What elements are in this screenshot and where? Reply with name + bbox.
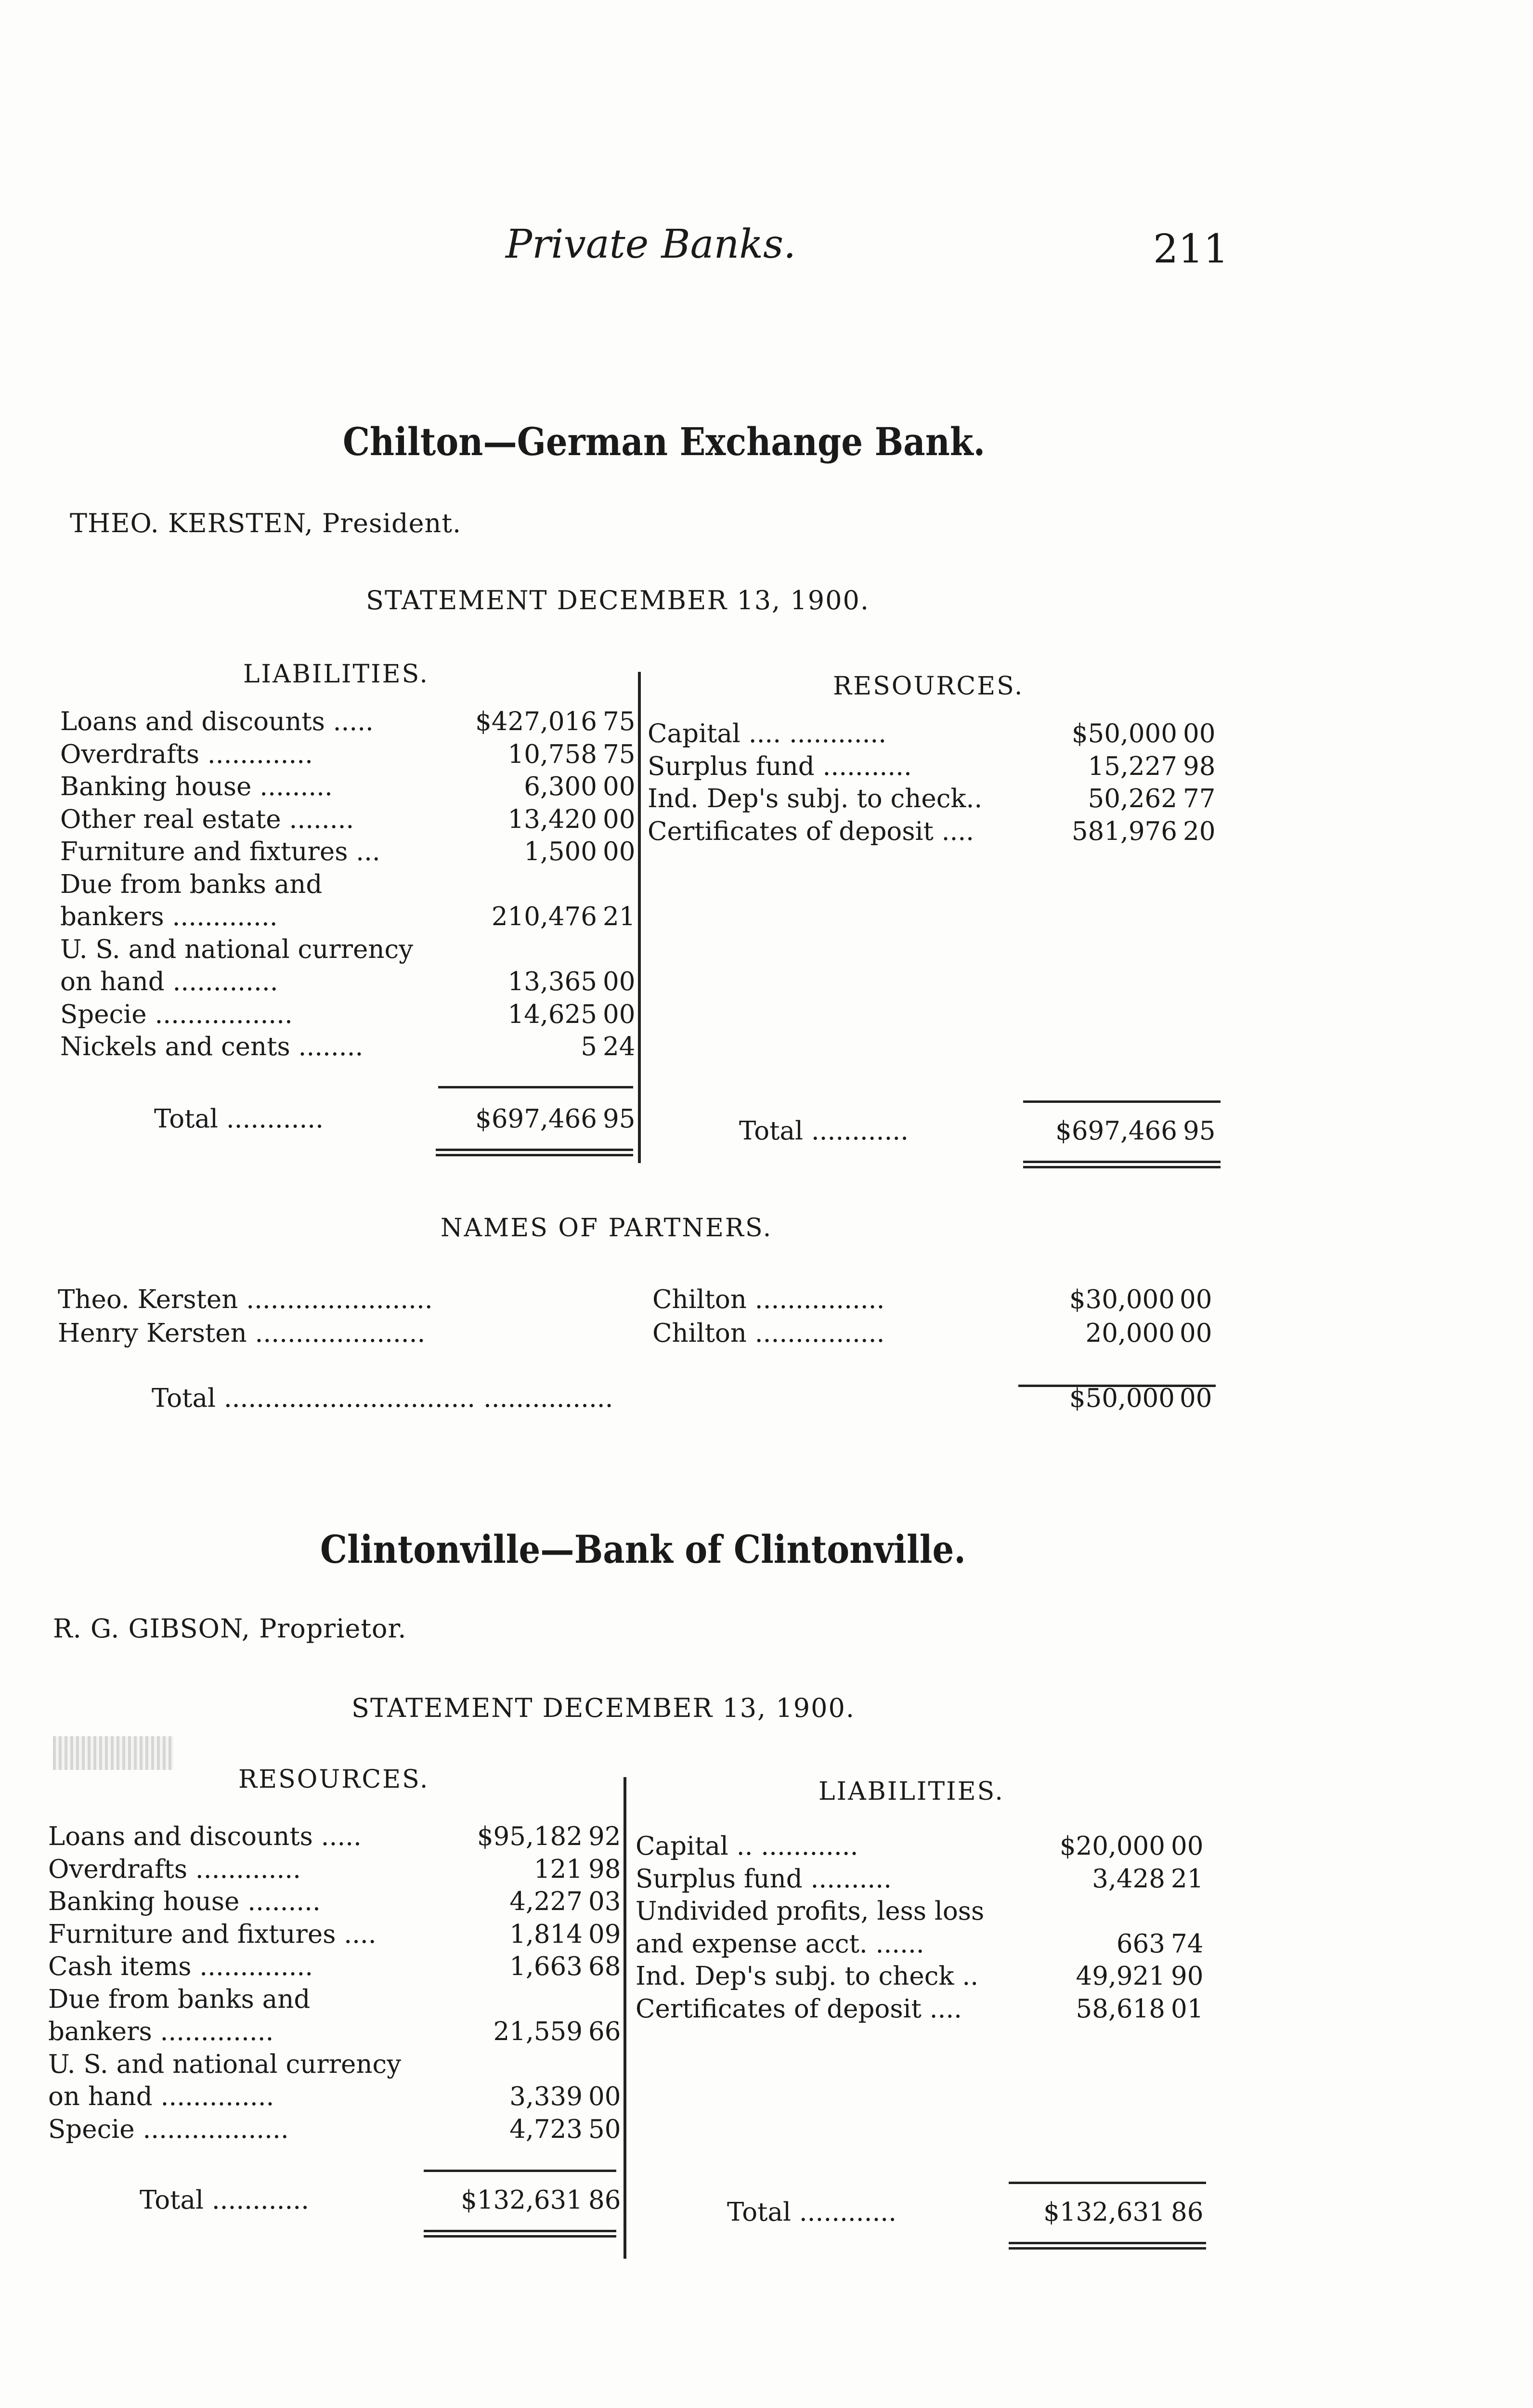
ledger-row: [636, 2196, 1213, 2228]
row-cents: 66: [588, 2017, 621, 2046]
bank2-title: Clintonville—Bank of Clintonville.: [320, 1527, 966, 1572]
partner-location: Chilton ................: [652, 1285, 885, 1314]
row-dollars: 13,365: [507, 967, 597, 996]
row-dollars: $132,631: [1043, 2198, 1165, 2227]
ledger-row: [60, 933, 638, 966]
ledger-row: [60, 706, 638, 738]
row-dollars: 1,500: [524, 837, 597, 866]
row-cents: 86: [588, 2186, 621, 2215]
row-label: Certificates of deposit ....: [636, 1994, 962, 2024]
row-label: Cash items ..............: [48, 1952, 313, 1981]
ledger-row: [48, 1885, 624, 1918]
row-dollars: 3,428: [1092, 1864, 1165, 1894]
ledger-row: [636, 1960, 1213, 1992]
bank2-officer: R. G. GIBSON, Proprietor.: [53, 1613, 407, 1644]
partner-dollars: 20,000: [1085, 1319, 1175, 1348]
ledger-row: [60, 738, 638, 771]
row-label: Nickels and cents ........: [60, 1032, 364, 1061]
row-label: Surplus fund ...........: [648, 751, 912, 781]
row-dollars: 4,227: [509, 1887, 583, 1916]
row-label: Overdrafts .............: [60, 739, 313, 769]
row-label: Due from banks and: [48, 1984, 311, 2014]
row-cents: 50: [588, 2114, 621, 2144]
bank2-column-divider: [624, 1777, 626, 2259]
ledger-row: [152, 1382, 1223, 1414]
row-cents: 00: [603, 772, 636, 801]
bank1-left-sum-rule: [438, 1086, 633, 1088]
ledger-row: [60, 803, 638, 836]
row-cents: 98: [588, 1854, 621, 1884]
bank2-right-double-rule: [1009, 2242, 1206, 2250]
row-dollars: 14,625: [507, 999, 597, 1029]
row-label: Surplus fund ..........: [636, 1864, 892, 1894]
row-label: bankers ..............: [48, 2017, 274, 2046]
row-cents: 77: [1183, 784, 1216, 813]
row-label: Total ............: [739, 1116, 909, 1146]
row-cents: 00: [1171, 1832, 1204, 1861]
row-cents: 86: [1171, 2198, 1204, 2227]
bank2-statement-date: STATEMENT DECEMBER 13, 1900.: [351, 1693, 855, 1723]
row-dollars: $50,000: [1071, 719, 1177, 748]
row-cents: 75: [603, 707, 636, 736]
bank1-right-sum-rule: [1023, 1100, 1221, 1103]
row-dollars: 121: [533, 1854, 583, 1884]
row-label: and expense acct. ......: [636, 1929, 924, 1959]
row-dollars: 6,300: [524, 772, 597, 801]
row-dollars: $20,000: [1059, 1832, 1165, 1861]
running-header-title: Private Banks.: [506, 222, 796, 267]
row-cents: 95: [1183, 1116, 1216, 1146]
partner-name: Henry Kersten .....................: [58, 1319, 426, 1348]
row-dollars: $697,466: [1055, 1116, 1177, 1146]
ledger-row: [48, 2184, 624, 2216]
row-cents: 03: [588, 1887, 621, 1916]
ledger-row: [48, 1918, 624, 1950]
row-label: Banking house .........: [60, 772, 333, 801]
ledger-row: [60, 901, 638, 933]
row-cents: 01: [1171, 1994, 1204, 2024]
row-cents: 74: [1171, 1929, 1204, 1959]
partner-cents: 00: [1180, 1285, 1212, 1314]
row-dollars: 15,227: [1088, 751, 1177, 781]
ledger-row: [60, 966, 638, 998]
row-cents: 00: [588, 2082, 621, 2111]
row-label: Loans and discounts .....: [48, 1822, 362, 1851]
row-label: Other real estate ........: [60, 804, 354, 834]
row-label: Ind. Dep's subj. to check..: [648, 784, 983, 813]
row-dollars: 3,339: [509, 2082, 583, 2111]
ledger-row: [648, 783, 1225, 815]
row-label: Overdrafts .............: [48, 1854, 301, 1884]
row-label: Banking house .........: [48, 1887, 321, 1916]
page-number: 211: [1153, 226, 1229, 272]
row-cents: 00: [1183, 719, 1216, 748]
row-dollars: 21,559: [493, 2017, 583, 2046]
bank1-right-double-rule: [1023, 1161, 1221, 1168]
row-dollars: 13,420: [507, 804, 597, 834]
row-dollars: 58,618: [1076, 1994, 1165, 2024]
row-label: U. S. and national currency: [60, 934, 414, 964]
row-label: on hand .............: [60, 967, 278, 996]
row-cents: 68: [588, 1952, 621, 1981]
row-dollars: 4,723: [509, 2114, 583, 2144]
ink-smudge: [53, 1736, 173, 1770]
row-cents: 00: [603, 967, 636, 996]
ledger-row: [636, 1895, 1213, 1927]
ledger-row: [48, 2015, 624, 2048]
ledger-row: [648, 750, 1225, 783]
row-label: Total ............: [154, 1104, 324, 1134]
row-label: Capital .... ............: [648, 719, 887, 748]
row-label: Total ............: [727, 2198, 897, 2227]
row-cents: 09: [588, 1919, 621, 1949]
row-cents: 90: [1171, 1962, 1204, 1991]
row-dollars: $697,466: [475, 1104, 597, 1134]
bank1-officer: THEO. KERSTEN, President.: [70, 508, 462, 538]
bank1-partners-heading: NAMES OF PARTNERS.: [441, 1214, 773, 1243]
ledger-row: [60, 771, 638, 803]
ledger-row: [636, 1830, 1213, 1862]
row-label: Certificates of deposit ....: [648, 816, 974, 846]
row-cents: 21: [1171, 1864, 1204, 1894]
ledger-row: [60, 998, 638, 1031]
row-label: Total ............: [140, 2186, 310, 2215]
bank1-left-double-rule: [436, 1149, 633, 1156]
ledger-row: [48, 2113, 624, 2146]
ledger-row: [636, 1993, 1213, 2025]
ledger-row: [48, 2048, 624, 2081]
bank2-right-sum-rule: [1009, 2182, 1206, 2184]
ledger-row: [48, 1950, 624, 1983]
row-dollars: $95,182: [477, 1822, 583, 1851]
row-dollars: 581,976: [1071, 816, 1177, 846]
row-label: Ind. Dep's subj. to check ..: [636, 1962, 979, 1991]
ledger-row: [48, 2081, 624, 2113]
bank1-title: Chilton—German Exchange Bank.: [343, 419, 986, 464]
row-label: Capital .. ............: [636, 1832, 858, 1861]
bank2-left-heading: RESOURCES.: [238, 1765, 429, 1794]
row-cents: 24: [603, 1032, 636, 1061]
row-dollars: $50,000: [1069, 1384, 1175, 1413]
row-label: Due from banks and: [60, 869, 323, 899]
row-cents: 75: [603, 739, 636, 769]
bank1-statement-date: STATEMENT DECEMBER 13, 1900.: [366, 585, 870, 615]
partner-name: Theo. Kersten .......................: [58, 1285, 433, 1314]
row-dollars: 210,476: [491, 902, 597, 931]
partner-dollars: $30,000: [1069, 1285, 1175, 1314]
row-dollars: 1,814: [509, 1919, 583, 1949]
bank2-right-heading: LIABILITIES.: [818, 1777, 1004, 1806]
ledger-row: [48, 1820, 624, 1853]
row-cents: 95: [603, 1104, 636, 1134]
ledger-row: [648, 1115, 1225, 1147]
row-label: Undivided profits, less loss: [636, 1897, 985, 1926]
ledger-row: [636, 1928, 1213, 1960]
row-dollars: 663: [1116, 1929, 1165, 1959]
row-cents: 21: [603, 902, 636, 931]
partner-row: [58, 1317, 1223, 1349]
ledger-row: [636, 1863, 1213, 1895]
partner-row: [58, 1283, 1223, 1316]
row-cents: 20: [1183, 816, 1216, 846]
ledger-row: [48, 1983, 624, 2015]
bank2-left-double-rule: [424, 2230, 616, 2238]
row-dollars: $427,016: [475, 707, 597, 736]
row-label: Total ............................... ................: [152, 1384, 613, 1413]
row-label: Specie .................: [60, 999, 293, 1029]
row-label: Furniture and fixtures ...: [60, 837, 380, 866]
bank2-left-sum-rule: [424, 2170, 616, 2172]
row-dollars: 5: [581, 1032, 597, 1061]
ledger-row: [60, 1103, 638, 1135]
row-dollars: 1,663: [509, 1952, 583, 1981]
row-cents: 98: [1183, 751, 1216, 781]
bank1-right-heading: RESOURCES.: [833, 672, 1024, 701]
bank1-left-heading: LIABILITIES.: [243, 660, 429, 689]
row-dollars: 10,758: [507, 739, 597, 769]
row-cents: 00: [603, 804, 636, 834]
row-label: U. S. and national currency: [48, 2049, 402, 2079]
row-label: Furniture and fixtures ....: [48, 1919, 377, 1949]
ledger-row: [60, 1031, 638, 1063]
row-label: bankers .............: [60, 902, 278, 931]
ledger-row: [60, 836, 638, 868]
row-label: on hand ..............: [48, 2082, 274, 2111]
ledger-row: [648, 815, 1225, 848]
partner-location: Chilton ................: [652, 1319, 885, 1348]
row-dollars: 50,262: [1088, 784, 1177, 813]
row-cents: 00: [603, 837, 636, 866]
ledger-row: [60, 868, 638, 901]
row-cents: 00: [1180, 1384, 1212, 1413]
row-dollars: 49,921: [1076, 1962, 1165, 1991]
bank1-column-divider: [638, 672, 641, 1163]
row-label: Loans and discounts .....: [60, 707, 374, 736]
row-cents: 92: [588, 1822, 621, 1851]
row-label: Specie ..................: [48, 2114, 289, 2144]
ledger-row: [648, 718, 1225, 750]
ledger-row: [48, 1853, 624, 1885]
row-dollars: $132,631: [461, 2186, 583, 2215]
partner-cents: 00: [1180, 1319, 1212, 1348]
row-cents: 00: [603, 999, 636, 1029]
